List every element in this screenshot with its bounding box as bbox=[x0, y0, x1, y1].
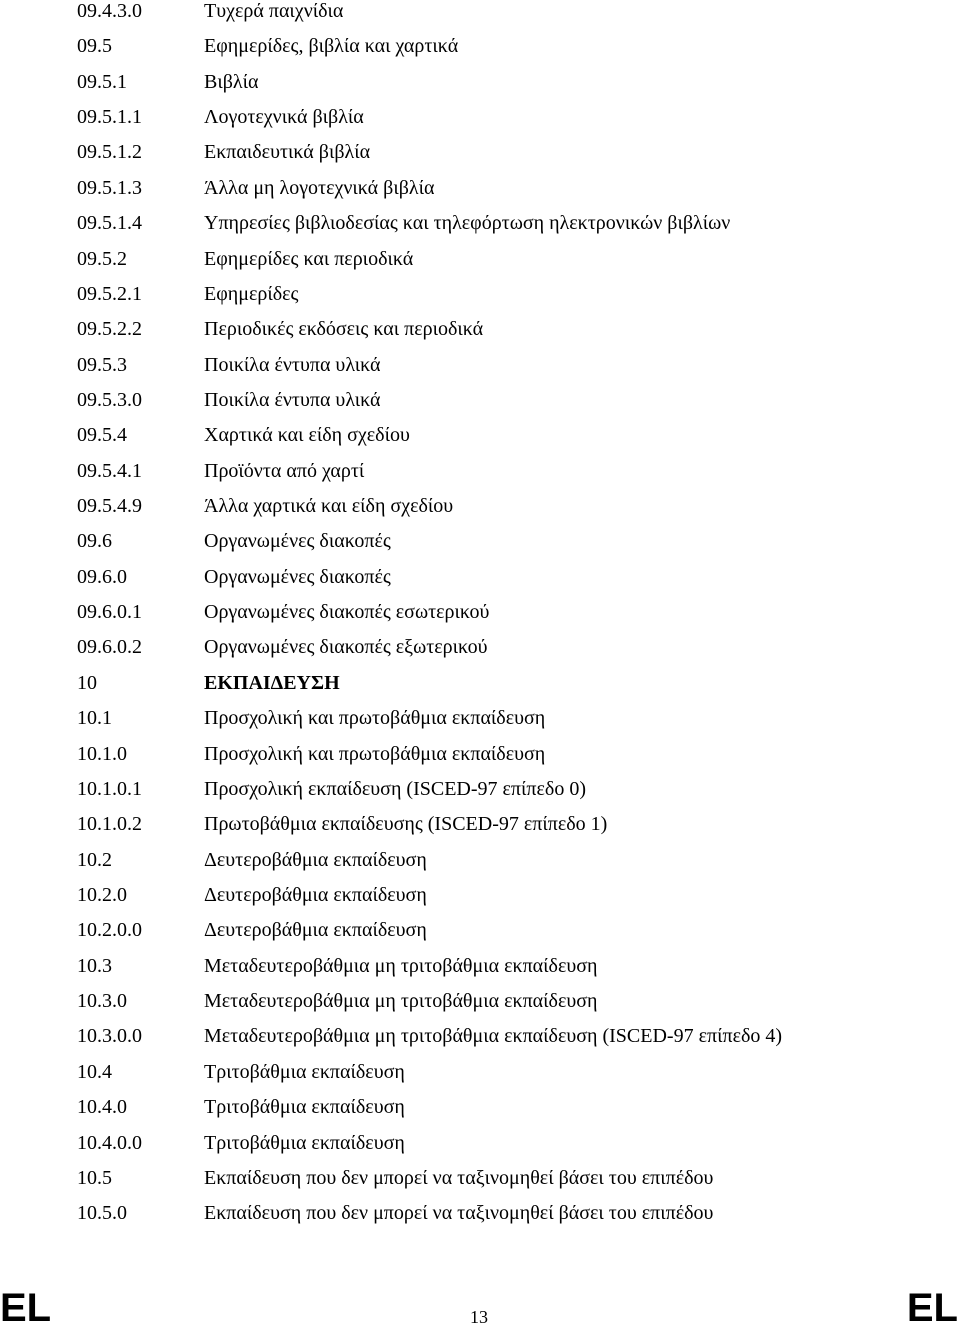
entry-label: Ποικίλα έντυπα υλικά bbox=[204, 388, 381, 411]
language-mark-right: EL bbox=[906, 1286, 958, 1330]
entry-label: Εφημερίδες, βιβλία και χαρτικά bbox=[204, 35, 459, 58]
entry-code: 10.3.0 bbox=[77, 990, 127, 1013]
list-item bbox=[77, 100, 947, 135]
entry-label: Δευτεροβάθμια εκπαίδευση bbox=[204, 919, 427, 942]
entry-code: 10.1.0.1 bbox=[77, 777, 142, 800]
list-item bbox=[77, 383, 947, 418]
entry-code: 10.5 bbox=[77, 1166, 112, 1189]
entry-code: 09.4.3.0 bbox=[77, 0, 142, 22]
list-item bbox=[77, 171, 947, 206]
entry-label: Οργανωμένες διακοπές bbox=[204, 565, 391, 588]
list-item bbox=[77, 984, 947, 1019]
entry-code: 10.1.0 bbox=[77, 742, 127, 765]
list-item bbox=[77, 312, 947, 347]
entry-code: 09.6.0.2 bbox=[77, 636, 142, 659]
list-item bbox=[77, 843, 947, 878]
list-item bbox=[77, 807, 947, 842]
list-item bbox=[77, 1055, 947, 1090]
entry-label: Προσχολική και πρωτοβάθμια εκπαίδευση bbox=[204, 742, 546, 765]
list-item bbox=[77, 277, 947, 312]
entry-label: Εφημερίδες bbox=[204, 282, 299, 305]
list-item bbox=[77, 1019, 947, 1054]
entry-label: Προϊόντα από χαρτί bbox=[204, 459, 365, 482]
entry-code: 09.5.1.1 bbox=[77, 106, 142, 129]
entry-code: 09.5.3 bbox=[77, 353, 127, 376]
entry-code: 10.1 bbox=[77, 707, 112, 730]
entry-label: Μεταδευτεροβάθμια μη τριτοβάθμια εκπαίδευση bbox=[204, 954, 598, 977]
page-number: 13 bbox=[470, 1307, 488, 1327]
entry-code: 09.5.1.2 bbox=[77, 141, 142, 164]
entry-label: Εκπαιδευτικά βιβλία bbox=[204, 141, 371, 164]
entry-label: Άλλα μη λογοτεχνικά βιβλία bbox=[204, 176, 435, 199]
entry-code: 09.5.4.9 bbox=[77, 495, 142, 518]
entry-label: Υπηρεσίες βιβλιοδεσίας και τηλεφόρτωση ηλεκτρονικών βιβλίων bbox=[204, 212, 731, 235]
list-item bbox=[77, 489, 947, 524]
section-heading-row bbox=[77, 666, 947, 701]
list-item bbox=[77, 772, 947, 807]
entry-label: Μεταδευτεροβάθμια μη τριτοβάθμια εκπαίδευση bbox=[204, 990, 598, 1013]
entry-code: 10.4 bbox=[77, 1060, 112, 1083]
entry-label: Προσχολική και πρωτοβάθμια εκπαίδευση bbox=[204, 707, 546, 730]
entry-label: Οργανωμένες διακοπές εξωτερικού bbox=[204, 636, 488, 659]
entry-code: 09.5.2.2 bbox=[77, 318, 142, 341]
entry-code: 10.3 bbox=[77, 954, 112, 977]
list-item bbox=[77, 701, 947, 736]
entry-label: Εκπαίδευση που δεν μπορεί να ταξινομηθεί βάσει του επιπέδου bbox=[204, 1202, 714, 1225]
entry-label: Οργανωμένες διακοπές εσωτερικού bbox=[204, 601, 490, 624]
entry-label: Χαρτικά και είδη σχεδίου bbox=[204, 424, 410, 447]
entry-label: Λογοτεχνικά βιβλία bbox=[204, 106, 364, 129]
entry-code: 09.5.3.0 bbox=[77, 388, 142, 411]
entry-label: Τριτοβάθμια εκπαίδευση bbox=[204, 1131, 405, 1154]
entry-label: Ποικίλα έντυπα υλικά bbox=[204, 353, 381, 376]
list-item bbox=[77, 737, 947, 772]
entry-code: 10.3.0.0 bbox=[77, 1025, 142, 1048]
list-item bbox=[77, 1196, 947, 1231]
entry-code: 09.5.2.1 bbox=[77, 282, 142, 305]
list-item bbox=[77, 913, 947, 948]
entry-code: 09.6 bbox=[77, 530, 112, 553]
entry-code: 09.5.1 bbox=[77, 70, 127, 93]
entry-code: 10.2.0.0 bbox=[77, 919, 142, 942]
classification-list bbox=[77, 0, 947, 1232]
entry-label: Βιβλία bbox=[204, 70, 259, 93]
list-item bbox=[77, 1126, 947, 1161]
language-mark-left: EL bbox=[0, 1286, 52, 1330]
entry-label: Οργανωμένες διακοπές bbox=[204, 530, 391, 553]
entry-code: 09.5.4.1 bbox=[77, 459, 142, 482]
list-item bbox=[77, 454, 947, 489]
entry-label: Τριτοβάθμια εκπαίδευση bbox=[204, 1060, 405, 1083]
list-item bbox=[77, 418, 947, 453]
entry-label: Εκπαίδευση που δεν μπορεί να ταξινομηθεί βάσει του επιπέδου bbox=[204, 1166, 714, 1189]
list-item bbox=[77, 630, 947, 665]
entry-label: Πρωτοβάθμια εκπαίδευσης (ISCED-97 επίπεδο 1) bbox=[204, 813, 608, 836]
list-item bbox=[77, 560, 947, 595]
entry-code: 09.5 bbox=[77, 35, 112, 58]
entry-code: 10.5.0 bbox=[77, 1202, 127, 1225]
section-code: 10 bbox=[77, 671, 97, 694]
list-item bbox=[77, 135, 947, 170]
entry-label: Άλλα χαρτικά και είδη σχεδίου bbox=[204, 495, 454, 518]
list-item bbox=[77, 878, 947, 913]
list-item bbox=[77, 1161, 947, 1196]
list-item bbox=[77, 1090, 947, 1125]
list-item bbox=[77, 242, 947, 277]
list-item bbox=[77, 595, 947, 630]
list-item bbox=[77, 949, 947, 984]
entry-label: Εφημερίδες και περιοδικά bbox=[204, 247, 414, 270]
entry-label: Τριτοβάθμια εκπαίδευση bbox=[204, 1096, 405, 1119]
entry-code: 10.2.0 bbox=[77, 883, 127, 906]
section-heading: ΕΚΠΑΙΔΕΥΣΗ bbox=[204, 671, 340, 694]
list-item bbox=[77, 0, 947, 29]
entry-label: Δευτεροβάθμια εκπαίδευση bbox=[204, 883, 427, 906]
entry-label: Μεταδευτεροβάθμια μη τριτοβάθμια εκπαίδευση (ISCED-97 επίπεδο 4) bbox=[204, 1025, 783, 1048]
list-item bbox=[77, 206, 947, 241]
entry-label: Δευτεροβάθμια εκπαίδευση bbox=[204, 848, 427, 871]
entry-label: Προσχολική εκπαίδευση (ISCED-97 επίπεδο 0) bbox=[204, 777, 586, 800]
list-item bbox=[77, 348, 947, 383]
entry-code: 09.6.0 bbox=[77, 565, 127, 588]
entry-label: Περιοδικές εκδόσεις και περιοδικά bbox=[204, 318, 484, 341]
entry-code: 09.6.0.1 bbox=[77, 601, 142, 624]
entry-code: 09.5.1.4 bbox=[77, 212, 142, 235]
list-item bbox=[77, 524, 947, 559]
entry-code: 09.5.4 bbox=[77, 424, 127, 447]
entry-label: Τυχερά παιχνίδια bbox=[204, 0, 344, 22]
entry-code: 10.4.0.0 bbox=[77, 1131, 142, 1154]
entry-code: 09.5.1.3 bbox=[77, 176, 142, 199]
list-item bbox=[77, 65, 947, 100]
entry-code: 10.1.0.2 bbox=[77, 813, 142, 836]
list-item bbox=[77, 29, 947, 64]
entry-code: 10.2 bbox=[77, 848, 112, 871]
entry-code: 10.4.0 bbox=[77, 1096, 127, 1119]
entry-code: 09.5.2 bbox=[77, 247, 127, 270]
